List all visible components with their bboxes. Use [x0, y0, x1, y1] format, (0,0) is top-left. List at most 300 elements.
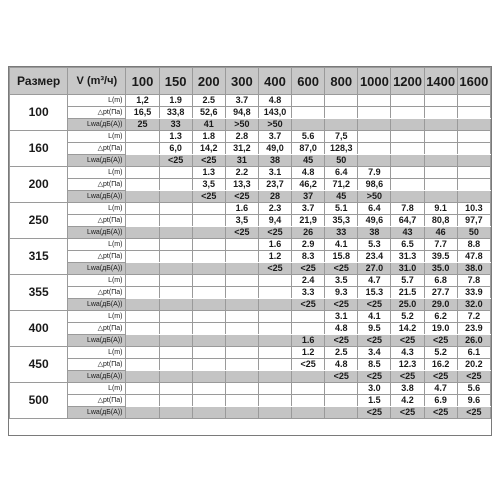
value-cell: 33.9 — [457, 287, 490, 299]
value-cell: 1.6 — [225, 203, 258, 215]
value-cell: <25 — [292, 359, 325, 371]
param-label: Lwa(дБ(А)) — [68, 335, 126, 347]
value-cell: 3,5 — [225, 215, 258, 227]
table-row — [10, 407, 491, 419]
value-cell — [258, 407, 291, 419]
value-cell — [225, 287, 258, 299]
value-cell — [126, 287, 159, 299]
value-cell — [391, 155, 424, 167]
value-cell: <25 — [159, 155, 192, 167]
value-cell: 3.5 — [325, 275, 358, 287]
param-label: L(m) — [68, 167, 126, 179]
param-label: Lwa(дБ(А)) — [68, 407, 126, 419]
value-cell: 4.2 — [391, 395, 424, 407]
table-row — [10, 203, 491, 215]
value-cell: 23,7 — [258, 179, 291, 191]
table-row — [10, 359, 491, 371]
value-cell — [159, 287, 192, 299]
value-cell: 5.3 — [358, 239, 391, 251]
value-cell — [292, 371, 325, 383]
value-cell: <25 — [358, 407, 391, 419]
value-cell — [391, 119, 424, 131]
value-cell — [159, 263, 192, 275]
value-cell — [126, 371, 159, 383]
value-cell: 1.2 — [258, 251, 291, 263]
value-cell: 1.2 — [292, 347, 325, 359]
value-cell: 3.7 — [258, 131, 291, 143]
value-cell — [126, 359, 159, 371]
value-cell: 31.3 — [391, 251, 424, 263]
value-cell — [258, 395, 291, 407]
value-cell — [258, 311, 291, 323]
param-label: △pt(Па) — [68, 359, 126, 371]
value-cell: 5.2 — [391, 311, 424, 323]
value-cell: 1.9 — [159, 95, 192, 107]
value-cell — [192, 227, 225, 239]
table-row — [10, 179, 491, 191]
value-cell: 4.1 — [325, 239, 358, 251]
value-cell — [225, 407, 258, 419]
value-cell: <25 — [391, 335, 424, 347]
value-cell: 7.9 — [358, 167, 391, 179]
param-label: Lwa(дБ(А)) — [68, 227, 126, 239]
table-body — [10, 95, 491, 419]
value-cell — [424, 167, 457, 179]
table-row — [10, 347, 491, 359]
value-cell — [192, 383, 225, 395]
value-cell: 3,5 — [192, 179, 225, 191]
value-cell: 2.5 — [325, 347, 358, 359]
value-cell — [292, 407, 325, 419]
value-cell — [126, 239, 159, 251]
table-row — [10, 275, 491, 287]
param-label: L(m) — [68, 95, 126, 107]
value-cell — [225, 395, 258, 407]
value-cell: 12.3 — [391, 359, 424, 371]
value-cell: 4.7 — [424, 383, 457, 395]
value-cell — [424, 155, 457, 167]
value-cell: 4.7 — [358, 275, 391, 287]
value-cell: 39.5 — [424, 251, 457, 263]
value-cell: 46 — [424, 227, 457, 239]
flow-header-cell: 1200 — [391, 68, 424, 95]
value-cell: <25 — [424, 335, 457, 347]
table-row — [10, 311, 491, 323]
value-cell: 1.6 — [292, 335, 325, 347]
value-cell — [192, 239, 225, 251]
value-cell — [325, 407, 358, 419]
value-cell: 13,3 — [225, 179, 258, 191]
param-label: L(m) — [68, 239, 126, 251]
value-cell — [159, 179, 192, 191]
param-label: Lwa(дБ(А)) — [68, 155, 126, 167]
value-cell — [258, 383, 291, 395]
value-cell: 7.2 — [457, 311, 490, 323]
value-cell: 21.5 — [391, 287, 424, 299]
value-cell: 14.2 — [391, 323, 424, 335]
value-cell: 35.0 — [424, 263, 457, 275]
value-cell: 33 — [325, 227, 358, 239]
param-label: △pt(Па) — [68, 215, 126, 227]
value-cell — [424, 191, 457, 203]
value-cell: 16,5 — [126, 107, 159, 119]
value-cell: <25 — [325, 335, 358, 347]
value-cell: <25 — [258, 263, 291, 275]
value-cell — [292, 107, 325, 119]
param-label: △pt(Па) — [68, 287, 126, 299]
value-cell — [192, 347, 225, 359]
value-cell: 3.1 — [258, 167, 291, 179]
value-cell: 26.0 — [457, 335, 490, 347]
value-cell: 1.6 — [258, 239, 291, 251]
value-cell — [192, 215, 225, 227]
value-cell — [424, 179, 457, 191]
value-cell: 9.3 — [325, 287, 358, 299]
param-label: △pt(Па) — [68, 395, 126, 407]
value-cell — [225, 275, 258, 287]
flow-header-cell: 300 — [225, 68, 258, 95]
value-cell: 16.2 — [424, 359, 457, 371]
size-cell: 250 — [10, 203, 68, 239]
value-cell: 4.3 — [391, 347, 424, 359]
value-cell: 19.0 — [424, 323, 457, 335]
value-cell — [192, 407, 225, 419]
value-cell: <25 — [391, 371, 424, 383]
value-cell: 43 — [391, 227, 424, 239]
flow-header-cell: 200 — [192, 68, 225, 95]
value-cell: 1.5 — [358, 395, 391, 407]
value-cell — [159, 299, 192, 311]
value-cell: 52,6 — [192, 107, 225, 119]
value-cell — [424, 119, 457, 131]
param-label: Lwa(дБ(А)) — [68, 299, 126, 311]
value-cell: >50 — [358, 191, 391, 203]
value-cell — [126, 179, 159, 191]
value-cell — [258, 371, 291, 383]
value-cell — [126, 383, 159, 395]
value-cell: 3.7 — [225, 95, 258, 107]
value-cell: <25 — [457, 371, 490, 383]
size-cell: 160 — [10, 131, 68, 167]
size-cell: 315 — [10, 239, 68, 275]
value-cell: 1.8 — [192, 131, 225, 143]
value-cell: 9.5 — [358, 323, 391, 335]
param-label: △pt(Па) — [68, 179, 126, 191]
value-cell — [292, 323, 325, 335]
value-cell: 8.8 — [457, 239, 490, 251]
value-cell: 97,7 — [457, 215, 490, 227]
value-cell: 6.9 — [424, 395, 457, 407]
value-cell: 98,6 — [358, 179, 391, 191]
value-cell: >50 — [258, 119, 291, 131]
value-cell: 26 — [292, 227, 325, 239]
value-cell — [258, 359, 291, 371]
value-cell — [225, 347, 258, 359]
size-cell: 400 — [10, 311, 68, 347]
param-label: △pt(Па) — [68, 323, 126, 335]
size-cell: 100 — [10, 95, 68, 131]
table-row — [10, 263, 491, 275]
value-cell: 6,0 — [159, 143, 192, 155]
value-cell — [225, 263, 258, 275]
value-cell — [358, 143, 391, 155]
value-cell — [192, 203, 225, 215]
value-cell — [225, 239, 258, 251]
value-cell — [192, 371, 225, 383]
value-cell — [126, 311, 159, 323]
value-cell — [258, 347, 291, 359]
value-cell: <25 — [391, 407, 424, 419]
value-cell: 27.7 — [424, 287, 457, 299]
value-cell — [391, 107, 424, 119]
value-cell: 6.4 — [358, 203, 391, 215]
value-cell: <25 — [192, 191, 225, 203]
value-cell: 71,2 — [325, 179, 358, 191]
value-cell — [126, 275, 159, 287]
value-cell — [126, 323, 159, 335]
value-cell: 2.2 — [225, 167, 258, 179]
size-column-header: Размер — [10, 68, 68, 95]
value-cell: 7.7 — [424, 239, 457, 251]
value-cell: >50 — [225, 119, 258, 131]
value-cell: 49,6 — [358, 215, 391, 227]
value-cell — [292, 119, 325, 131]
value-cell: 2.5 — [192, 95, 225, 107]
value-cell: 38.0 — [457, 263, 490, 275]
header-row — [10, 68, 491, 95]
value-cell — [457, 119, 490, 131]
value-cell — [192, 287, 225, 299]
value-cell — [159, 395, 192, 407]
value-cell: 31 — [225, 155, 258, 167]
value-cell — [159, 167, 192, 179]
table-row — [10, 155, 491, 167]
value-cell: <25 — [424, 371, 457, 383]
value-cell: 6.8 — [424, 275, 457, 287]
value-cell: 1,2 — [126, 95, 159, 107]
flow-header-cell: 1400 — [424, 68, 457, 95]
value-cell — [391, 143, 424, 155]
value-cell — [159, 191, 192, 203]
value-cell — [126, 251, 159, 263]
value-cell: 41 — [192, 119, 225, 131]
value-cell — [292, 311, 325, 323]
value-cell: <25 — [325, 263, 358, 275]
value-cell: 50 — [457, 227, 490, 239]
value-cell: 8.5 — [358, 359, 391, 371]
value-cell: 5.6 — [457, 383, 490, 395]
value-cell: 7.8 — [391, 203, 424, 215]
value-cell: 23.4 — [358, 251, 391, 263]
size-cell: 450 — [10, 347, 68, 383]
table-row — [10, 323, 491, 335]
value-cell — [258, 335, 291, 347]
value-cell: 49,0 — [258, 143, 291, 155]
value-cell — [126, 167, 159, 179]
value-cell — [292, 395, 325, 407]
table-row — [10, 143, 491, 155]
value-cell: 45 — [325, 191, 358, 203]
duct-performance-table — [8, 66, 492, 436]
param-label: Lwa(дБ(А)) — [68, 119, 126, 131]
value-cell: 31.0 — [391, 263, 424, 275]
value-cell: 6.5 — [391, 239, 424, 251]
value-cell — [192, 335, 225, 347]
value-cell: 29.0 — [424, 299, 457, 311]
value-cell — [325, 95, 358, 107]
flow-header-cell: 800 — [325, 68, 358, 95]
value-cell — [225, 311, 258, 323]
value-cell — [325, 383, 358, 395]
value-cell — [159, 347, 192, 359]
value-cell — [192, 299, 225, 311]
value-cell — [126, 347, 159, 359]
value-cell: 5.7 — [391, 275, 424, 287]
value-cell: 2.9 — [292, 239, 325, 251]
value-cell — [192, 311, 225, 323]
value-cell — [126, 395, 159, 407]
value-cell — [457, 155, 490, 167]
table-row — [10, 371, 491, 383]
value-cell — [225, 359, 258, 371]
value-cell — [325, 119, 358, 131]
value-cell — [391, 167, 424, 179]
value-cell: 3.4 — [358, 347, 391, 359]
value-cell: 1.3 — [192, 167, 225, 179]
value-cell — [457, 107, 490, 119]
value-cell: 8.3 — [292, 251, 325, 263]
value-cell: <25 — [457, 407, 490, 419]
value-cell: 25 — [126, 119, 159, 131]
value-cell: 37 — [292, 191, 325, 203]
value-cell: 5.6 — [292, 131, 325, 143]
value-cell — [126, 335, 159, 347]
value-cell — [159, 323, 192, 335]
value-cell: 35,3 — [325, 215, 358, 227]
value-cell — [192, 395, 225, 407]
value-cell: 27.0 — [358, 263, 391, 275]
flow-header-cell: 150 — [159, 68, 192, 95]
value-cell — [258, 323, 291, 335]
value-cell: 1.3 — [159, 131, 192, 143]
table-row — [10, 227, 491, 239]
value-cell: 7,5 — [325, 131, 358, 143]
value-cell: 33 — [159, 119, 192, 131]
value-cell: <25 — [225, 227, 258, 239]
value-cell: 4.8 — [292, 167, 325, 179]
flow-header-cell: 600 — [292, 68, 325, 95]
value-cell: 4.1 — [358, 311, 391, 323]
value-cell: 10.3 — [457, 203, 490, 215]
param-label: L(m) — [68, 275, 126, 287]
value-cell — [126, 227, 159, 239]
value-cell — [126, 203, 159, 215]
value-cell: 3.8 — [391, 383, 424, 395]
value-cell — [126, 131, 159, 143]
value-cell — [126, 299, 159, 311]
flow-header-cell: 1600 — [457, 68, 490, 95]
value-cell — [126, 155, 159, 167]
table-row — [10, 395, 491, 407]
flow-header-cell: 1000 — [358, 68, 391, 95]
value-cell: <25 — [325, 371, 358, 383]
value-cell: <25 — [358, 299, 391, 311]
value-cell: 6.2 — [424, 311, 457, 323]
value-cell: 5.1 — [325, 203, 358, 215]
value-cell — [159, 227, 192, 239]
value-cell: 87,0 — [292, 143, 325, 155]
value-cell — [192, 263, 225, 275]
value-cell — [159, 203, 192, 215]
table-row — [10, 215, 491, 227]
value-cell: 33,8 — [159, 107, 192, 119]
value-cell: 4.8 — [258, 95, 291, 107]
value-cell — [424, 143, 457, 155]
value-cell: <25 — [292, 299, 325, 311]
value-cell: 2.4 — [292, 275, 325, 287]
value-cell: 143,0 — [258, 107, 291, 119]
value-cell — [292, 95, 325, 107]
table-row — [10, 131, 491, 143]
value-cell — [391, 179, 424, 191]
param-label: Lwa(дБ(А)) — [68, 371, 126, 383]
table-row — [10, 251, 491, 263]
value-cell — [159, 239, 192, 251]
value-cell: 20.2 — [457, 359, 490, 371]
value-cell — [457, 179, 490, 191]
value-cell — [358, 155, 391, 167]
value-cell — [457, 95, 490, 107]
value-cell: 23.9 — [457, 323, 490, 335]
table-row — [10, 383, 491, 395]
value-cell — [225, 371, 258, 383]
value-cell: <25 — [258, 227, 291, 239]
value-cell: <25 — [292, 263, 325, 275]
value-cell: 6.1 — [457, 347, 490, 359]
value-cell — [325, 395, 358, 407]
value-cell: 45 — [292, 155, 325, 167]
value-cell: <25 — [424, 407, 457, 419]
value-cell — [126, 263, 159, 275]
value-cell — [457, 143, 490, 155]
size-cell: 500 — [10, 383, 68, 419]
value-cell: <25 — [325, 299, 358, 311]
value-cell — [159, 335, 192, 347]
value-cell: 3.7 — [292, 203, 325, 215]
value-cell: 4.8 — [325, 359, 358, 371]
value-cell: 21,9 — [292, 215, 325, 227]
param-label: △pt(Па) — [68, 107, 126, 119]
table-row — [10, 107, 491, 119]
value-cell: 5.2 — [424, 347, 457, 359]
value-cell — [192, 275, 225, 287]
value-cell — [159, 407, 192, 419]
value-cell — [159, 371, 192, 383]
value-cell — [192, 323, 225, 335]
table-row — [10, 167, 491, 179]
param-label: L(m) — [68, 131, 126, 143]
value-cell — [126, 191, 159, 203]
value-cell — [159, 215, 192, 227]
param-label: L(m) — [68, 203, 126, 215]
param-label: L(m) — [68, 347, 126, 359]
value-cell: <25 — [358, 335, 391, 347]
value-cell — [424, 95, 457, 107]
value-cell — [159, 383, 192, 395]
value-cell: 9,4 — [258, 215, 291, 227]
value-cell — [159, 251, 192, 263]
value-cell: 9.1 — [424, 203, 457, 215]
